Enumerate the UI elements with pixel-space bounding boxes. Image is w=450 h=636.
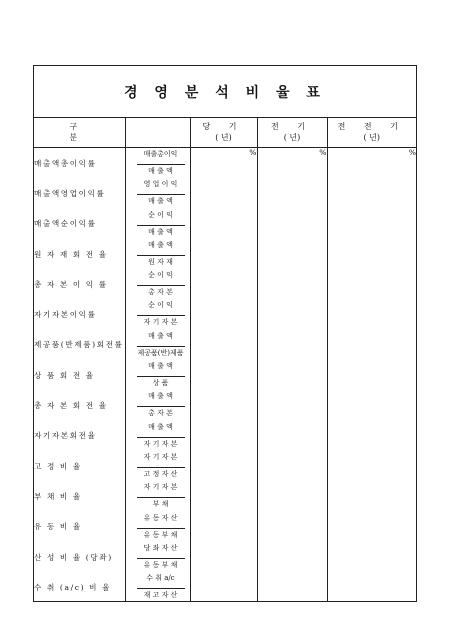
value-cell-1[interactable] (257, 390, 327, 420)
table-row (34, 299, 416, 329)
formula-numerator: 매출총이익 (143, 150, 178, 158)
value-cell-0[interactable] (190, 451, 257, 481)
value-cell-2[interactable] (327, 542, 416, 572)
table-row (34, 542, 416, 572)
ratio-formula (125, 451, 190, 481)
value-cell-0[interactable] (190, 481, 257, 511)
value-cell-2[interactable] (327, 451, 416, 481)
value-cell-2[interactable] (327, 512, 416, 542)
value-cell-1[interactable] (257, 360, 327, 390)
ratio-formula (125, 360, 190, 390)
formula-numerator: 매 출 액 (148, 331, 173, 340)
formula-numerator: 매 출 액 (148, 422, 173, 431)
formula-denominator: 총 자 본 (137, 285, 185, 297)
ratio-label: 수 취 (a/c) 비 율 (34, 582, 112, 592)
formula-denominator: 제공품(반)제품 (137, 346, 185, 358)
table-row (34, 451, 416, 481)
formula-denominator: 자 기 자 본 (137, 315, 185, 327)
table-row (34, 360, 416, 390)
ratio-label: 부 채 비 율 (34, 491, 82, 501)
value-cell-0[interactable] (190, 360, 257, 390)
ratio-formula (125, 481, 190, 511)
value-cell-0[interactable] (190, 239, 257, 269)
value-cell-0[interactable]: % (190, 148, 257, 179)
value-cell-1[interactable]: % (257, 148, 327, 179)
value-cell-1[interactable] (257, 209, 327, 239)
ratio-label: 산 성 비 율 (당좌) (34, 552, 113, 562)
value-cell-0[interactable] (190, 269, 257, 299)
ratio-formula (125, 209, 190, 239)
table-row (34, 572, 416, 602)
table-row (34, 390, 416, 420)
formula-denominator: 총 자 본 (137, 406, 185, 418)
formula-denominator: 자 기 자 본 (137, 437, 185, 449)
ratio-label: 유 동 비 율 (34, 522, 82, 532)
ratio-formula (125, 299, 190, 329)
ratio-formula (125, 542, 190, 572)
ratio-label: 자기자본이익률 (34, 310, 97, 320)
formula-denominator: 유 동 부 채 (137, 558, 185, 570)
ratio-formula (125, 148, 190, 179)
value-cell-2[interactable] (327, 209, 416, 239)
value-cell-2[interactable] (327, 269, 416, 299)
formula-denominator: 고 정 자 산 (137, 467, 185, 479)
value-cell-1[interactable] (257, 481, 327, 511)
ratio-label: 제공품(반제품)회전률 (34, 340, 124, 350)
ratio-label: 자기자본회전율 (34, 431, 97, 441)
value-cell-0[interactable] (190, 178, 257, 208)
value-cell-2[interactable] (327, 390, 416, 420)
value-cell-1[interactable] (257, 451, 327, 481)
value-cell-1[interactable] (257, 542, 327, 572)
header-row (34, 117, 416, 148)
table-row (34, 269, 416, 299)
value-cell-2[interactable] (327, 239, 416, 269)
value-cell-2[interactable] (327, 330, 416, 360)
ratio-formula (125, 421, 190, 451)
value-cell-2[interactable] (327, 572, 416, 602)
period-header-previous: 전 기 ( 년) (257, 117, 327, 148)
value-cell-1[interactable] (257, 572, 327, 602)
table-row (34, 421, 416, 451)
formula-denominator: 유 동 부 채 (137, 528, 185, 540)
table-row (34, 178, 416, 208)
formula-numerator: 매 출 액 (148, 362, 173, 371)
value-cell-0[interactable] (190, 572, 257, 602)
formula-numerator: 순 이 익 (148, 210, 173, 219)
ratio-formula (125, 390, 190, 420)
table-row (34, 239, 416, 269)
ratio-formula (125, 239, 190, 269)
table-row (34, 512, 416, 542)
value-cell-1[interactable] (257, 421, 327, 451)
value-cell-2[interactable] (327, 481, 416, 511)
ratio-formula (125, 269, 190, 299)
value-cell-1[interactable] (257, 239, 327, 269)
period-header-before-previous: 전 전 기 ( 년) (327, 117, 416, 148)
ratio-formula (125, 512, 190, 542)
ratio-table-frame (33, 65, 417, 602)
formula-numerator: 매 출 액 (148, 392, 173, 401)
value-cell-1[interactable] (257, 330, 327, 360)
table-row (34, 330, 416, 360)
table-row (34, 481, 416, 511)
ratio-label: 고 정 비 율 (34, 461, 82, 471)
value-cell-0[interactable] (190, 542, 257, 572)
formula-denominator: 매 출 액 (137, 164, 185, 176)
ratio-table (34, 117, 416, 602)
formula-numerator: 자 기 자 본 (143, 452, 178, 461)
ratio-label: 원 자 재 회 전 율 (34, 249, 108, 259)
ratio-formula (125, 330, 190, 360)
formula-denominator: 부 채 (137, 497, 185, 509)
value-cell-0[interactable] (190, 330, 257, 360)
formula-denominator: 매 출 액 (137, 225, 185, 237)
ratio-label: 총 자 본 회 전 율 (34, 401, 108, 411)
formula-numerator: 유 동 자 산 (143, 513, 178, 522)
ratio-formula (125, 572, 190, 602)
ratio-formula (125, 178, 190, 208)
ratio-label: 매출액총이익률 (34, 158, 97, 168)
value-cell-1[interactable] (257, 269, 327, 299)
value-cell-0[interactable] (190, 421, 257, 451)
value-cell-2[interactable] (327, 178, 416, 208)
formula-denominator: 상 품 (137, 376, 185, 388)
table-row (34, 209, 416, 239)
ratio-label: 매출액순이익률 (34, 219, 97, 229)
title-row (34, 66, 416, 118)
formula-denominator: 재 고 자 산 (137, 588, 185, 600)
ratio-label: 상 품 회 전 율 (34, 370, 95, 380)
category-header: 구 분 (34, 117, 125, 148)
value-cell-0[interactable] (190, 209, 257, 239)
formula-denominator: 매 출 액 (137, 194, 185, 206)
ratio-rows (34, 148, 416, 603)
value-cell-0[interactable] (190, 390, 257, 420)
formula-numerator: 자 기 자 본 (143, 483, 178, 492)
value-cell-1[interactable] (257, 178, 327, 208)
formula-numerator: 순 이 익 (148, 271, 173, 280)
value-cell-2[interactable]: % (327, 148, 416, 179)
value-cell-1[interactable] (257, 299, 327, 329)
formula-numerator: 수 취 a/c (146, 574, 175, 583)
formula-numerator: 영 업 이 익 (143, 180, 178, 189)
formula-numerator: 당 좌 자 산 (143, 543, 178, 552)
value-cell-0[interactable] (190, 512, 257, 542)
value-cell-1[interactable] (257, 512, 327, 542)
table-row (34, 148, 416, 179)
formula-header (125, 117, 190, 148)
formula-numerator: 매 출 액 (148, 240, 173, 249)
formula-numerator: 순 이 익 (148, 301, 173, 310)
ratio-label: 매출액영업이익률 (34, 188, 106, 198)
page-title: 경 영 분 석 비 율 표 (124, 84, 326, 101)
value-cell-2[interactable] (327, 421, 416, 451)
value-cell-2[interactable] (327, 360, 416, 390)
value-cell-0[interactable] (190, 299, 257, 329)
period-header-current: 당 기 ( 년) (190, 117, 257, 148)
ratio-label: 총 자 본 이 익 률 (34, 279, 108, 289)
formula-denominator: 원 자 재 (137, 255, 185, 267)
value-cell-2[interactable] (327, 299, 416, 329)
